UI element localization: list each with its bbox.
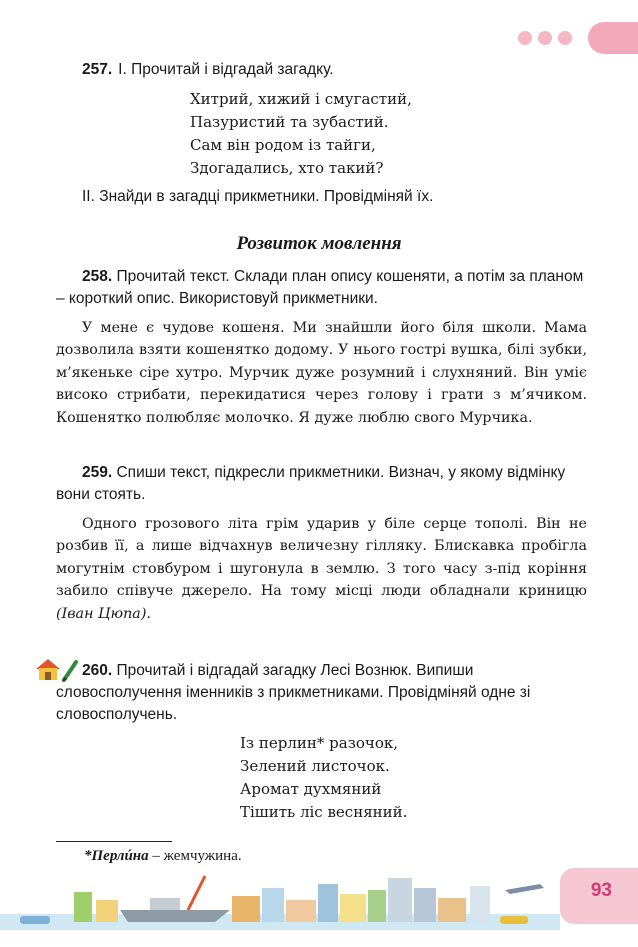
riddle-line: Із перлин* разочок,: [240, 734, 398, 752]
exercise-259-header: [56, 462, 590, 506]
exercise-task: І. Прочитай і відгадай загадку.: [118, 61, 334, 78]
riddle-line: Зелений листочок.: [240, 757, 390, 775]
text-258: У мене є чудове кошеня. Ми знайшли його біля школи. Мама дозволила взяти кошенятко додому. У нього гострі вушка, білі зубки, м’якеньке сіре хутро. Мурчик дуже розумний і слухняний. Він уміє високо стрибати, перекидатися через голову і грати з м’ячиком. Кошенятко полюбляє молочко. Я дуже люблю свого Мурчика.: [56, 320, 587, 426]
riddle-line: Тішить ліс весняний.: [240, 803, 408, 821]
text-259: [56, 513, 587, 625]
tab-decoration: [588, 22, 638, 54]
footnote-term: *Перлúна: [84, 848, 149, 864]
exercise-task: Прочитай і відгадай загадку Лесі Вознюк. Випиши словосполучення іменників з прикметниками. Провідміняй одне зі словосполучень.: [56, 662, 531, 723]
author-citation: (Іван Цюпа).: [56, 605, 151, 622]
exercise-number: 258.: [82, 268, 113, 285]
riddle-260: [240, 732, 407, 824]
riddle-line: Сам він родом із тайги,: [190, 136, 376, 154]
exercise-task: Спиши текст, підкресли прикметники. Визнач, у якому відмінку вони стоять.: [56, 464, 566, 503]
exercise-task: Прочитай текст. Склади план опису кошеняти, а потім за планом – короткий опис. Використовуй прикметники.: [56, 268, 584, 307]
riddle-line: Аромат духмяний: [240, 780, 382, 798]
dot-decoration: [558, 31, 572, 45]
exercise-257-task2: ІІ. Знайди в загадці прикметники. Провідміняй їх.: [82, 188, 434, 205]
riddle-line: Здогадались, хто такий?: [190, 159, 384, 177]
exercise-258-header: [56, 266, 590, 310]
section-heading: Розвиток мовлення: [236, 233, 402, 254]
exercise-number: 259.: [82, 464, 113, 481]
exercise-number: 257.: [82, 61, 113, 78]
riddle-line: Хитрий, хижий і смугастий,: [190, 90, 412, 108]
riddle-257: [190, 88, 412, 180]
corner-decoration: [546, 22, 638, 52]
text-259-body: Одного грозового літа грім ударив у біле серце тополі. Він не розбив її, а лише відчахнув величезну гілляку. Блискавка пробігла могутнім стовбуром і шугонула в землю. З того часу з-під коріння забило співуче джерело. На тому місці люди обладнали криницю: [56, 516, 587, 600]
riddle-line: Пазуристий та зубастий.: [190, 113, 389, 131]
dot-decoration: [518, 31, 532, 45]
city-illustration: [0, 870, 560, 930]
footnote-rule: [56, 841, 172, 842]
footnote: [84, 848, 242, 865]
page-number: 93: [590, 880, 612, 901]
footnote-definition: – жемчужина.: [148, 848, 242, 864]
exercise-257-header: [82, 61, 334, 79]
exercise-number: 260.: [82, 662, 113, 679]
dot-decoration: [538, 31, 552, 45]
exercise-260-header: [56, 660, 590, 726]
